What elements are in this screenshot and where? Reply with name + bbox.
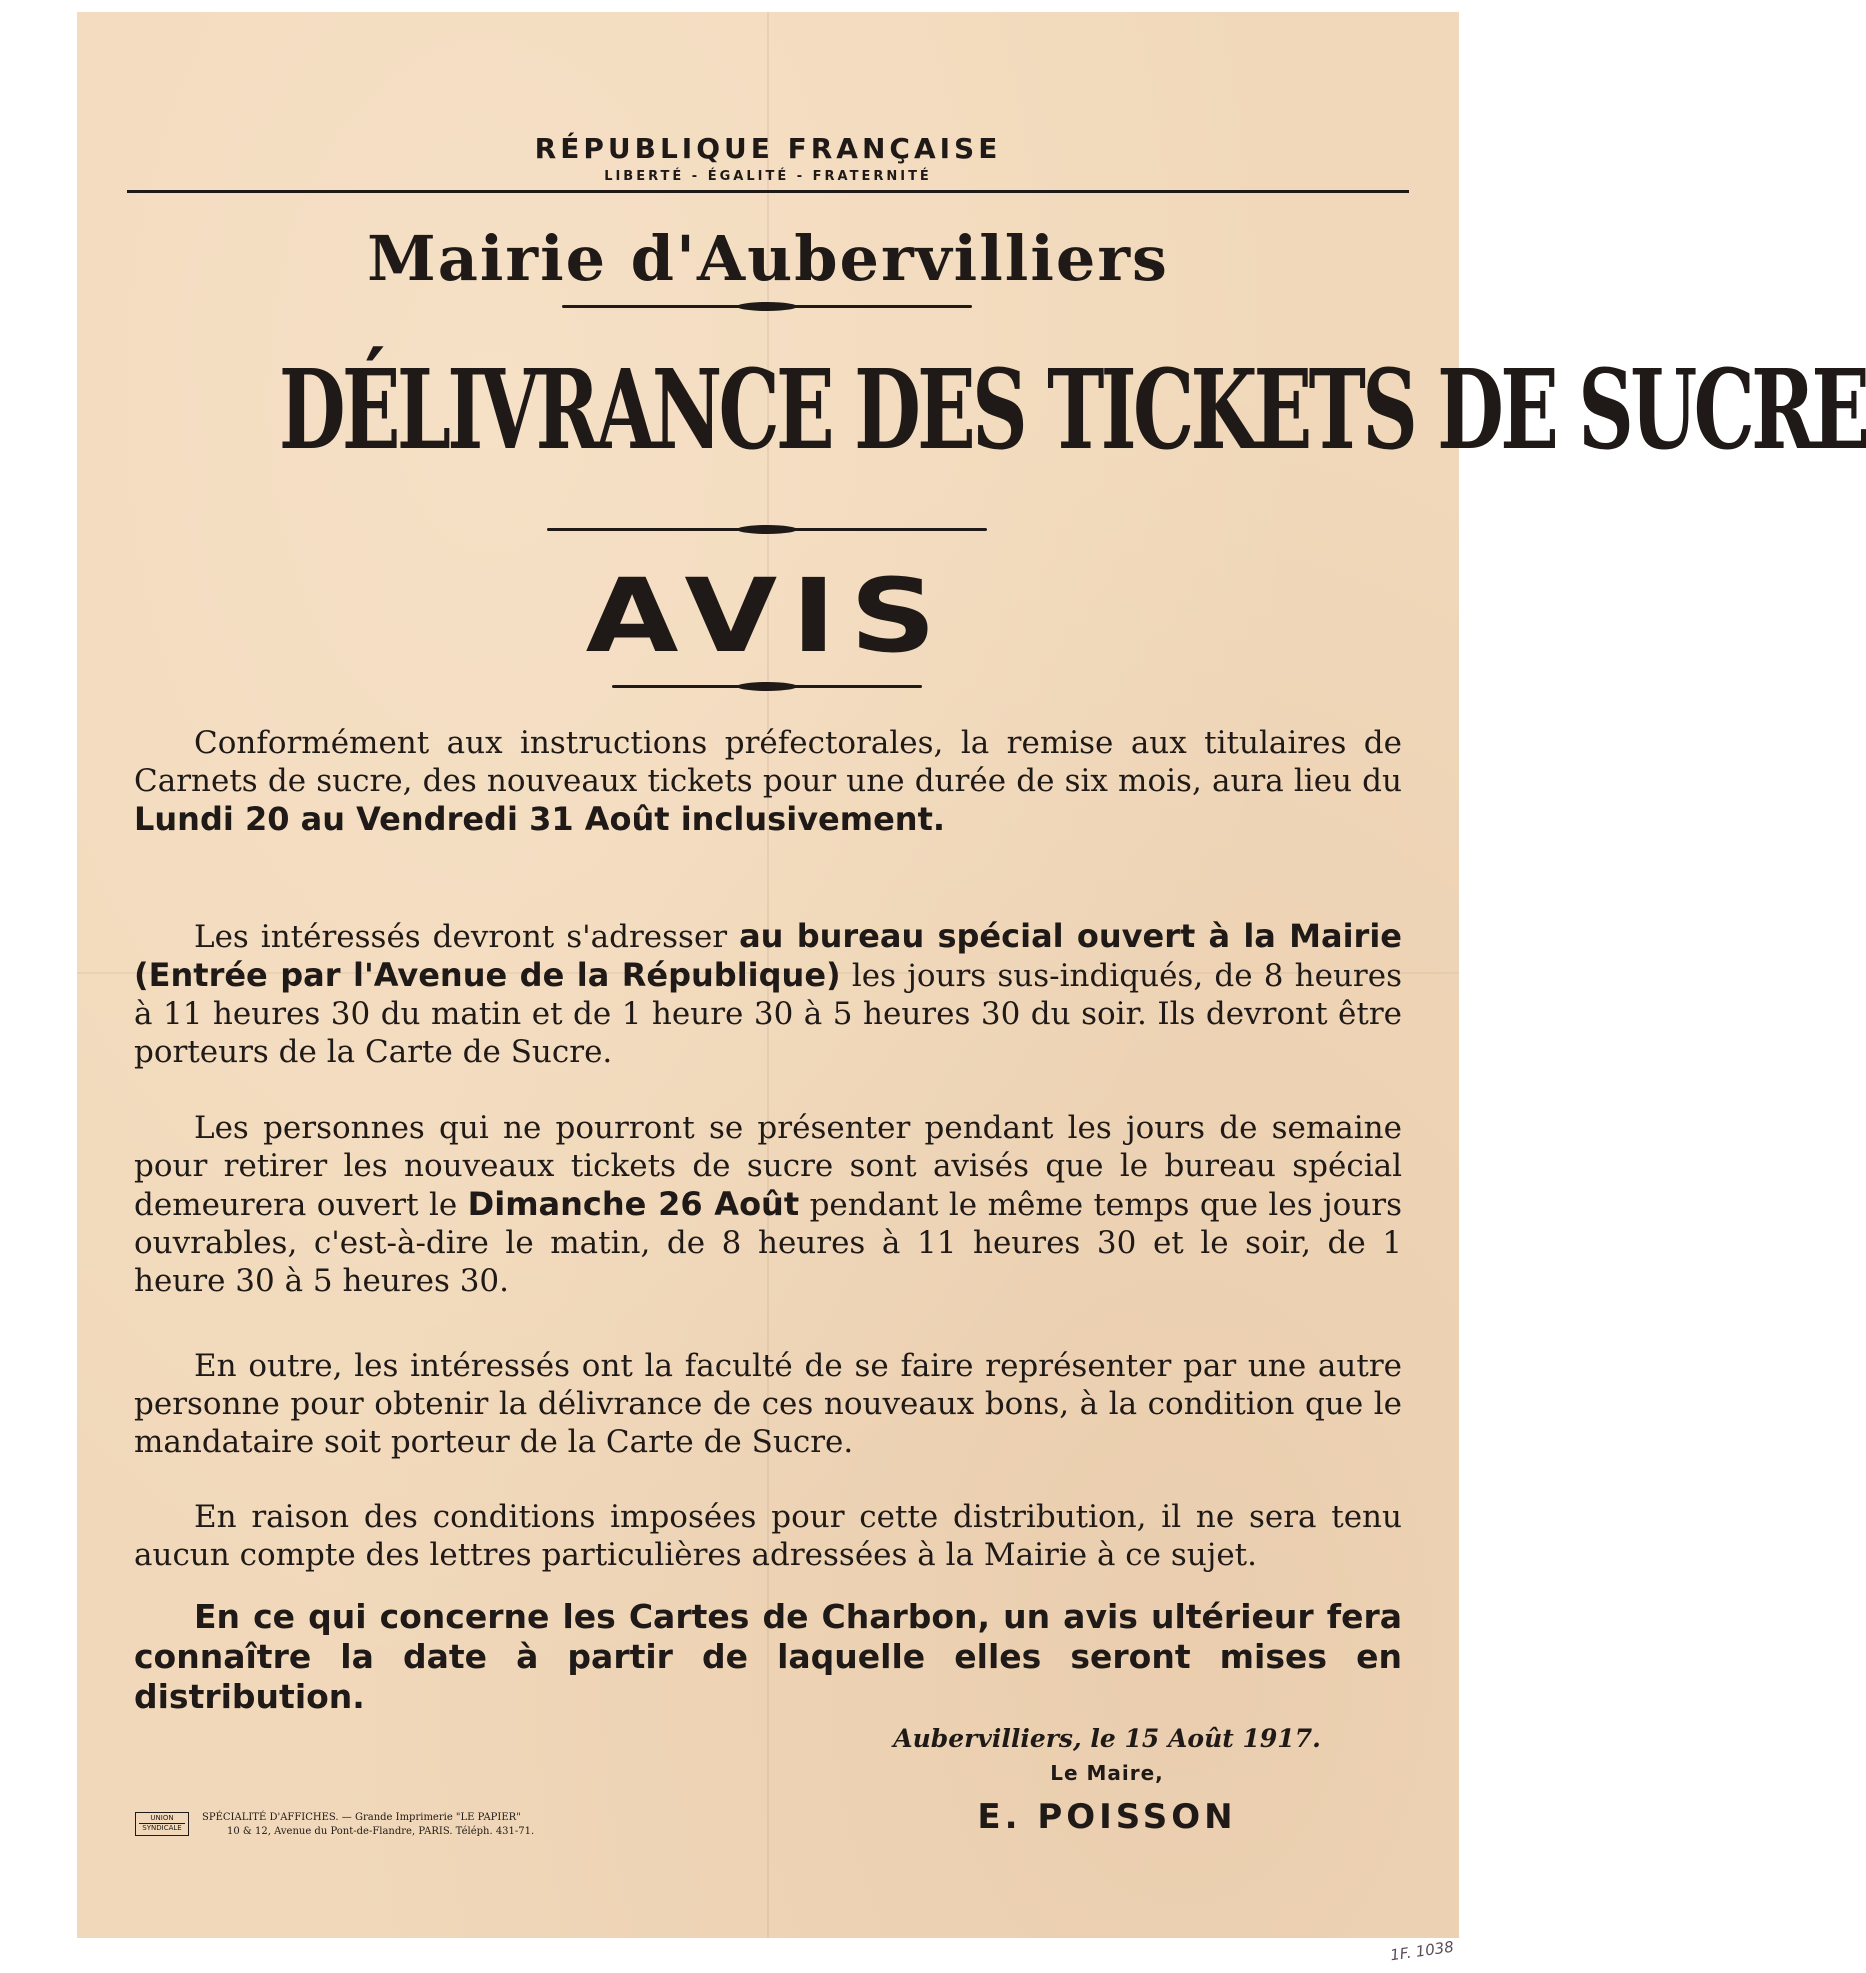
paragraph-6-text: En ce qui concerne les Cartes de Charbon, un avis ultérieur fera connaître la date à partir de laquelle elles seront mises en distribution. xyxy=(134,1597,1402,1716)
header-rule xyxy=(127,190,1409,193)
paragraph-4 xyxy=(134,1347,1402,1461)
paragraph-5 xyxy=(134,1498,1402,1574)
motto: LIBERTÉ - ÉGALITÉ - FRATERNITÉ xyxy=(604,169,932,184)
printer-line-2: 10 & 12, Avenue du Pont-de-Flandre, PARIS. Téléph. 431-71. xyxy=(227,1826,535,1837)
paragraph-1-text: Conformément aux instructions préfectorales, la remise aux titulaires de Carnets de sucre, des nouveaux tickets pour une durée de six mois, aura lieu du xyxy=(134,725,1402,799)
paragraph-2 xyxy=(134,917,1402,1071)
printer-union-logo: UNION SYNDICALE xyxy=(135,1812,189,1836)
signature-date: Aubervilliers, le 15 Août 1917. xyxy=(893,1724,1321,1753)
paragraph-3-sunday: Dimanche 26 Août xyxy=(467,1185,800,1223)
paragraph-2-text-c: les jours sus-indiqués, de 8 heures à 11 heures 30 du matin et de 1 heure 30 à 5 heures 30 du soir. Ils devront être porteurs de la Carte de Sucre. xyxy=(134,958,1402,1070)
printer-line-1: SPÉCIALITÉ D'AFFICHES. — Grande Imprimerie "LE PAPIER" xyxy=(202,1812,521,1823)
signature-role: Le Maire, xyxy=(1050,1761,1164,1785)
paragraph-3 xyxy=(134,1109,1402,1300)
paragraph-1-dates: Lundi 20 au Vendredi 31 Août inclusivement. xyxy=(134,800,946,838)
paragraph-3-text-c: pendant le même temps que les jours ouvrables, c'est-à-dire le matin, de 8 heures à 11 heures 30 et le soir, de 1 heure 30 à 5 heures 30. xyxy=(134,1187,1402,1299)
mairie-heading: Mairie d'Aubervilliers xyxy=(367,222,1169,295)
paragraph-2-text-a: Les intéressés devront s'adresser xyxy=(194,919,740,955)
paragraph-6-coal-notice xyxy=(134,1597,1402,1717)
avis-heading: AVIS xyxy=(585,557,951,676)
poster-title: DÉLIVRANCE DES TICKETS DE SUCRE xyxy=(278,344,1866,475)
paragraph-2-location: au bureau spécial ouvert à la Mairie (Entrée par l'Avenue de la République) xyxy=(134,917,1403,994)
ornament-divider xyxy=(547,528,987,531)
paragraph-3-text-a: Les personnes qui ne pourront se présenter pendant les jours de semaine pour retirer les nouveaux tickets de sucre sont avisés que le bureau spécial demeurera ouvert le xyxy=(134,1110,1402,1223)
poster-sheet xyxy=(77,12,1866,1938)
paragraph-5-text: En raison des conditions imposées pour cette distribution, il ne sera tenu aucun compte des lettres particulières adressées à la Mairie à ce sujet. xyxy=(134,1499,1402,1573)
signature-name: E. POISSON xyxy=(977,1797,1237,1837)
paragraph-4-text: En outre, les intéressés ont la faculté de se faire représenter par une autre personne pour obtenir la délivrance de ces nouveaux bons, à la condition que le mandataire soit porteur de la Carte de Sucre. xyxy=(134,1348,1402,1460)
republic-heading: RÉPUBLIQUE FRANÇAISE xyxy=(534,132,1002,165)
archive-reference: 1F. 1038 xyxy=(1389,1937,1455,1965)
ornament-divider xyxy=(612,685,922,688)
paragraph-1 xyxy=(134,724,1402,839)
ornament-divider xyxy=(562,305,972,308)
